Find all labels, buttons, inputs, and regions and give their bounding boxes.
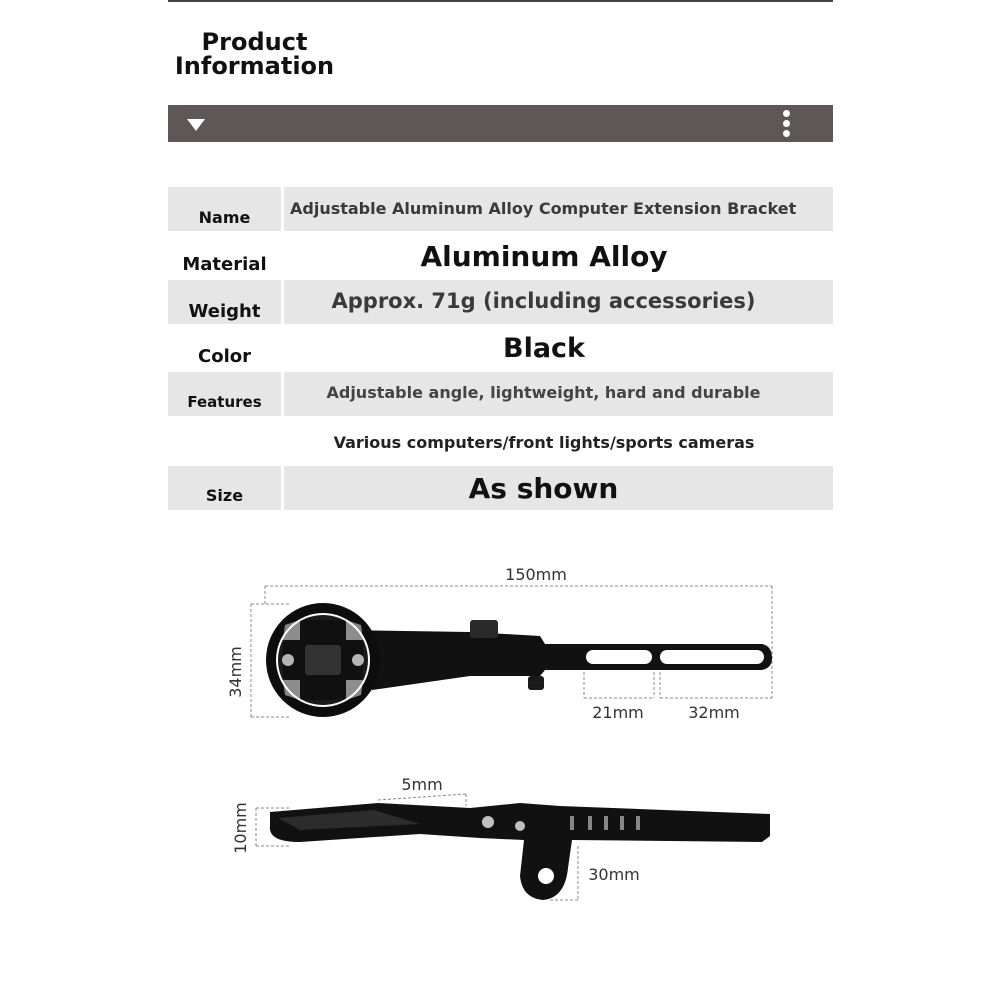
dim-side-drop: 30mm [588, 865, 640, 884]
color-label: Color [198, 345, 251, 367]
dim-side-thickness: 10mm [231, 802, 250, 854]
dim-top-height: 34mm [226, 646, 245, 698]
color-value: Black [502, 332, 585, 364]
title-line-2: Information [174, 52, 335, 80]
material-value: Aluminum Alloy [420, 239, 668, 273]
top-view-bracket [251, 586, 772, 717]
applicable-value: Various computers/front lights/sports cameras [333, 432, 755, 452]
material-label: Material [182, 253, 267, 275]
size-label: Size [205, 485, 244, 505]
dim-top-length: 150mm [505, 565, 567, 584]
dim-slot-1: 21mm [592, 703, 644, 722]
features-label: Features [187, 393, 262, 411]
title-line-1: Product [201, 28, 308, 56]
features-value: Adjustable angle, lightweight, hard and durable [326, 382, 761, 402]
dim-slot-2: 32mm [688, 703, 740, 722]
dim-side-offset: 5mm [401, 775, 443, 794]
size-value: As shown [468, 471, 619, 505]
weight-label: Weight [188, 300, 261, 322]
name-label: Name [198, 207, 251, 227]
name-value: Adjustable Aluminum Alloy Computer Extension Bracket [290, 198, 797, 218]
side-view-bracket [256, 794, 770, 900]
weight-value: Approx. 71g (including accessories) [331, 289, 756, 313]
